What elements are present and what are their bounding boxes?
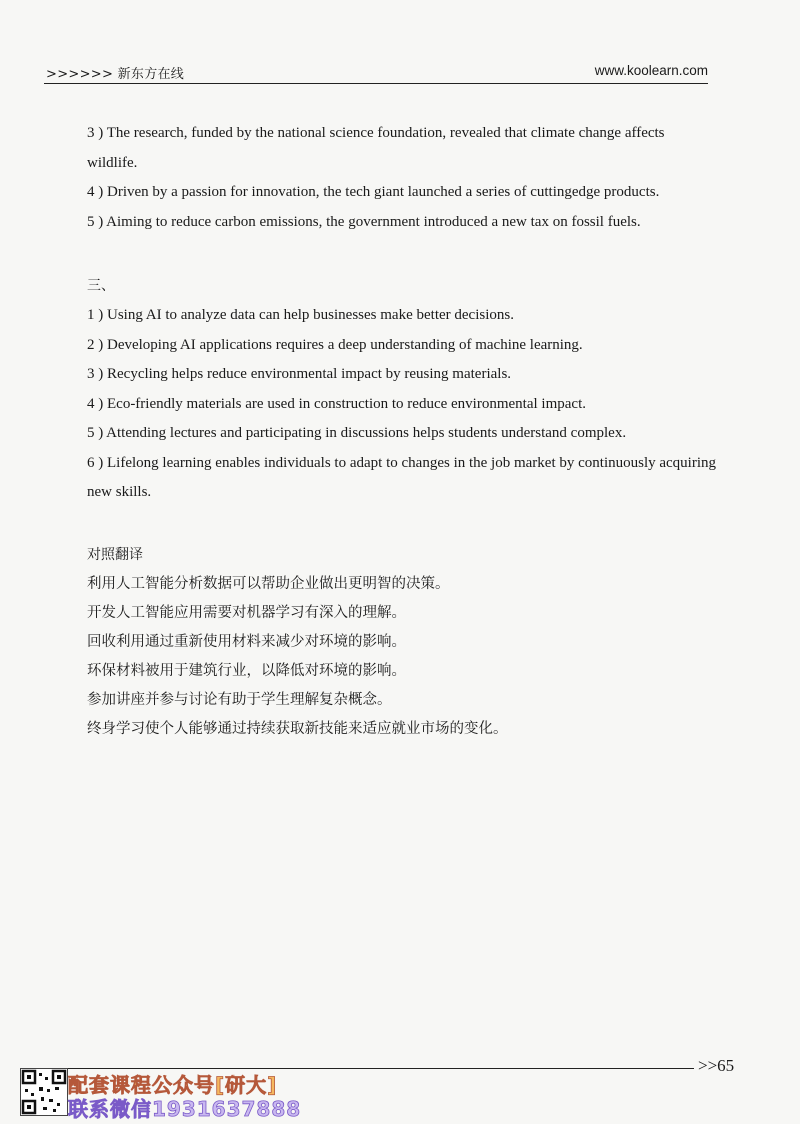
- sentence-3-5: 5 ) Attending lectures and participating in discussions helps students understand complex.: [87, 425, 627, 441]
- sentence-3-6: 6 ) Lifelong learning enables individuals to adapt to changes in the job market by continuously acquiring new skills.: [87, 454, 717, 500]
- translation-2: 开发人工智能应用需要对机器学习有深入的理解。: [87, 604, 406, 621]
- section-3-label: 三、: [87, 278, 115, 294]
- page-number: >>65: [698, 1056, 735, 1075]
- promo-stamp-line1: 配套课程公众号[研大]: [68, 1073, 278, 1097]
- sentence-2-4: 4 ) Driven by a passion for innovation, the tech giant launched a series of cuttingedge products.: [87, 184, 660, 200]
- header-website: www.koolearn.com: [594, 63, 708, 78]
- translation-5: 参加讲座并参与讨论有助于学生理解复杂概念。: [87, 691, 392, 708]
- sentence-2-3: 3 ) The research, funded by the national science foundation, revealed that climate change affects wildlife.: [87, 125, 665, 171]
- qr-code-icon: [20, 1068, 68, 1116]
- sentence-3-3: 3 ) Recycling helps reduce environmental impact by reusing materials.: [87, 366, 512, 382]
- sentence-3-1: 1 ) Using AI to analyze data can help businesses make better decisions.: [87, 307, 514, 323]
- translation-4: 环保材料被用于建筑行业，以降低对环境的影响。: [87, 662, 406, 679]
- translation-6: 终身学习使个人能够通过持续获取新技能来适应就业市场的变化。: [87, 720, 508, 737]
- translation-3: 回收利用通过重新使用材料来减少对环境的影响。: [87, 633, 406, 650]
- sentence-2-5: 5 ) Aiming to reduce carbon emissions, the government introduced a new tax on fossil fuels.: [87, 213, 641, 230]
- header-brand: >>>>>> 新东方在线: [46, 67, 185, 82]
- translation-1: 利用人工智能分析数据可以帮助企业做出更明智的决策。: [87, 575, 450, 592]
- sentence-3-4: 4 ) Eco-friendly materials are used in construction to reduce environmental impact.: [87, 395, 586, 412]
- header-divider: [44, 83, 708, 84]
- promo-stamp-line2: 联系微信1931637888: [68, 1097, 302, 1121]
- page-content: [87, 119, 717, 744]
- translation-label: 对照翻译: [87, 546, 143, 563]
- sentence-3-2: 2 ) Developing AI applications requires a deep understanding of machine learning.: [87, 336, 583, 353]
